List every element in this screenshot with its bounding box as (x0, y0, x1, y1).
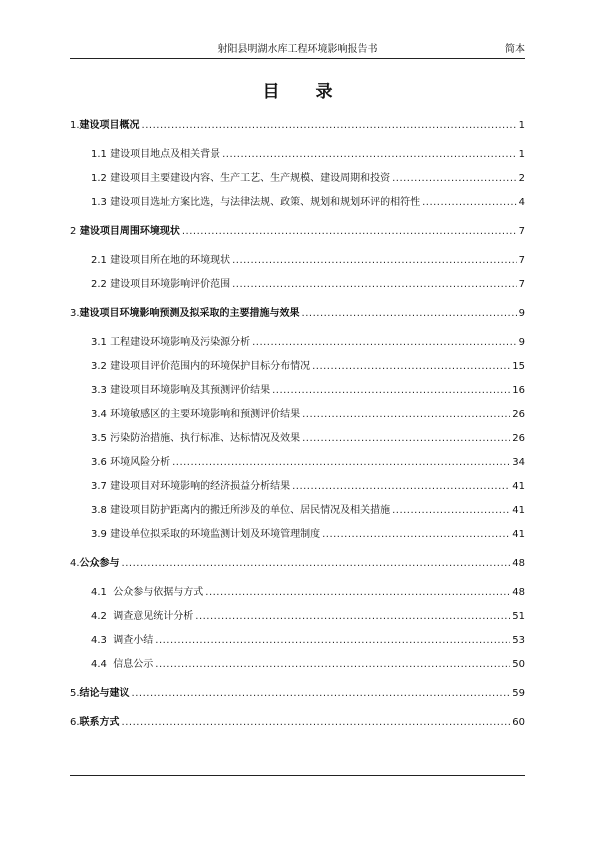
toc-entry-2-2[interactable] (91, 278, 525, 292)
toc-entry-number: 1.1 (91, 149, 107, 160)
toc-entry-label: 建设项目选址方案比选，与法律法规、政策、规划和规划环评的相符性 (110, 197, 421, 208)
toc-entry-number: 3.2 (91, 361, 107, 372)
toc-entry-label: 建设项目主要建设内容、生产工艺、生产规模、建设周期和投资 (110, 173, 391, 184)
toc-entry-label: 建设项目环境影响评价范围 (110, 279, 231, 290)
toc-entry-4-3[interactable] (91, 634, 525, 648)
toc-entry-number: 4.3 (91, 635, 107, 646)
toc-leader-dots (302, 408, 510, 422)
toc-entry-label: 工程建设环境影响及污染源分析 (110, 337, 251, 348)
toc-entry-label: 建设项目对环境影响的经济损益分析结果 (110, 481, 291, 492)
toc-leader-dots (252, 336, 517, 350)
toc-leader-dots (302, 432, 510, 446)
toc-entry-3[interactable] (70, 307, 525, 321)
toc-entry-3-3[interactable] (91, 384, 525, 398)
toc-entry-3-4[interactable] (91, 408, 525, 422)
toc-entry-label: 建设项目防护距离内的搬迁所涉及的单位、居民情况及相关措施 (110, 505, 391, 516)
toc-entry-4-2[interactable] (91, 610, 525, 624)
toc-entry-3-8[interactable] (91, 504, 525, 518)
toc-page-number: 48 (512, 558, 525, 569)
toc-entry-label: 建设单位拟采取的环境监测计划及环境管理制度 (110, 529, 321, 540)
toc-page-number: 2 (518, 173, 525, 184)
toc-page-number: 48 (512, 587, 525, 598)
toc-entry-label: 调查意见统计分析 (113, 611, 194, 622)
toc-page-number: 1 (518, 120, 525, 131)
toc-entry-3-6[interactable] (91, 456, 525, 470)
toc-entry-2[interactable] (70, 225, 525, 239)
toc-leader-dots (132, 687, 511, 701)
toc-entry-4-1[interactable] (91, 586, 525, 600)
toc-entry-number: 2 (70, 226, 77, 237)
toc-entry-number: 1.2 (91, 173, 107, 184)
toc-page-number: 50 (512, 659, 525, 670)
toc-page-number: 16 (512, 385, 525, 396)
toc-page-number: 60 (512, 717, 525, 728)
toc-entry-number: 3.7 (91, 481, 107, 492)
toc-entry-label: 信息公示 (113, 659, 154, 670)
toc-page-number: 1 (518, 149, 525, 160)
toc-leader-dots (322, 528, 510, 542)
toc-entry-3-2[interactable] (91, 360, 525, 374)
toc-entry-6[interactable] (70, 716, 525, 730)
toc-entry-3-9[interactable] (91, 528, 525, 542)
toc-leader-dots (155, 634, 510, 648)
toc-entry-label: 联系方式 (79, 717, 120, 728)
toc-leader-dots (122, 716, 511, 730)
document-title: 射阳县明湖水库工程环境影响报告书 (217, 44, 378, 55)
toc-leader-dots (222, 148, 517, 162)
toc-entry-number: 3.5 (91, 433, 107, 444)
toc-page-number: 51 (512, 611, 525, 622)
toc-entry-3-1[interactable] (91, 336, 525, 350)
toc-entry-number: 3.1 (91, 337, 107, 348)
toc-leader-dots (182, 225, 517, 239)
toc-entry-label: 建设项目环境影响及其预测评价结果 (110, 385, 271, 396)
toc-entry-label: 环境敏感区的主要环境影响和预测评价结果 (110, 409, 301, 420)
toc-leader-dots (195, 610, 510, 624)
toc-leader-dots (232, 254, 517, 268)
toc-entry-label: 公众参与 (79, 558, 120, 569)
toc-leader-dots (172, 456, 510, 470)
toc-page-number: 7 (518, 255, 525, 266)
toc-entry-number: 6. (70, 717, 80, 728)
toc-entry-label: 结论与建议 (79, 688, 130, 699)
toc-leader-dots (392, 504, 510, 518)
toc-leader-dots (312, 360, 510, 374)
toc-leader-dots (122, 557, 511, 571)
toc-entry-1-2[interactable] (91, 172, 525, 186)
toc-entry-label: 公众参与依据与方式 (113, 587, 204, 598)
toc-entry-number: 1.3 (91, 197, 107, 208)
toc-entry-label: 建设项目周围环境现状 (79, 226, 180, 237)
toc-page-number: 41 (512, 505, 525, 516)
toc-page-number: 59 (512, 688, 525, 699)
toc-entry-number: 3.9 (91, 529, 107, 540)
toc-leader-dots (272, 384, 510, 398)
toc-page-number: 41 (512, 481, 525, 492)
toc-entry-number: 2.2 (91, 279, 107, 290)
toc-leader-dots (232, 278, 517, 292)
toc-entry-number: 3.3 (91, 385, 107, 396)
toc-entry-number: 3.8 (91, 505, 107, 516)
toc-page-number: 4 (518, 197, 525, 208)
toc-leader-dots (205, 586, 510, 600)
toc-entry-number: 5. (70, 688, 80, 699)
toc-entry-4-4[interactable] (91, 658, 525, 672)
toc-page-number: 7 (518, 279, 525, 290)
toc-entry-number: 3. (70, 308, 80, 319)
toc-entry-1-3[interactable] (91, 196, 525, 210)
toc-entry-2-1[interactable] (91, 254, 525, 268)
toc-entry-label: 建设项目概况 (79, 120, 140, 131)
document-version-tag: 简本 (505, 44, 525, 55)
toc-entry-label: 建设项目评价范围内的环境保护目标分布情况 (110, 361, 311, 372)
toc-entry-number: 1. (70, 120, 80, 131)
toc-entry-number: 4.1 (91, 587, 107, 598)
toc-page-number: 15 (512, 361, 525, 372)
toc-entry-3-7[interactable] (91, 480, 525, 494)
toc-entry-4[interactable] (70, 557, 525, 571)
toc-heading: 目录 (262, 82, 369, 102)
toc-page-number: 26 (512, 409, 525, 420)
toc-entry-number: 4.4 (91, 659, 107, 670)
toc-leader-dots (302, 307, 517, 321)
toc-leader-dots (155, 658, 510, 672)
toc-page-number: 9 (518, 308, 525, 319)
toc-entry-5[interactable] (70, 687, 525, 701)
toc-entry-label: 环境风险分析 (110, 457, 171, 468)
toc-page-number: 53 (512, 635, 525, 646)
toc-page-number: 26 (512, 433, 525, 444)
toc-leader-dots (142, 119, 517, 133)
toc-entry-label: 建设项目所在地的环境现状 (110, 255, 231, 266)
toc-entry-label: 建设项目地点及相关背景 (110, 149, 221, 160)
toc-page-number: 7 (518, 226, 525, 237)
toc-entry-number: 2.1 (91, 255, 107, 266)
toc-entry-label: 污染防治措施、执行标准、达标情况及效果 (110, 433, 301, 444)
toc-entry-label: 建设项目环境影响预测及拟采取的主要措施与效果 (79, 308, 300, 319)
toc-leader-dots (292, 480, 510, 494)
toc-entry-number: 4. (70, 558, 80, 569)
toc-entry-1-1[interactable] (91, 148, 525, 162)
toc-page-number: 9 (518, 337, 525, 348)
toc-entry-number: 4.2 (91, 611, 107, 622)
header-rule (70, 58, 525, 59)
footer-rule (70, 775, 525, 776)
toc-entry-label: 调查小结 (113, 635, 154, 646)
toc-entry-3-5[interactable] (91, 432, 525, 446)
toc-page-number: 41 (512, 529, 525, 540)
toc-entry-number: 3.4 (91, 409, 107, 420)
toc-page-number: 34 (512, 457, 525, 468)
page-header (70, 36, 525, 56)
toc-leader-dots (392, 172, 517, 186)
toc-entry-number: 3.6 (91, 457, 107, 468)
toc-leader-dots (422, 196, 517, 210)
toc-entry-1[interactable] (70, 119, 525, 133)
